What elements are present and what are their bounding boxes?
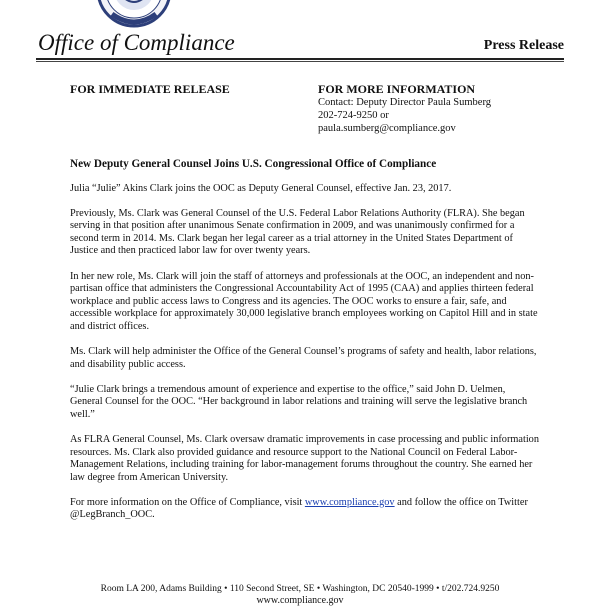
press-release-label: Press Release [483,38,564,53]
footer [0,583,600,607]
paragraph-new-role: In her new role, Ms. Clark will join the staff of attorneys and professionals at the OOC, an independent and non-partisan office that administers the Congressional Accountability Act of 1995 (CAA) and applies thirteen federal workplace and public access laws to Congress and its agencies. The OOC works to ensure a fair, safe, and accessible workplace for approximately 30,000 legislative branch employees working on Capitol Hill and in state and district offices. [70,270,538,332]
paragraph-background: Previously, Ms. Clark was General Counsel of the U.S. Federal Labor Relations Authority (FLRA). She began serving in that position after unanimous Senate confirmation in 2009, and was unanimously confirmed for a second term in 2014. Ms. Clark began her legal career as a trial attorney in the United States Department of Justice and then practiced labor law for over twenty years. [70,207,525,257]
office-masthead: Office of Compliance [38,30,235,55]
compliance-website-link[interactable]: www.compliance.gov [304,496,395,508]
contact-person: Contact: Deputy Director Paula Sumberg [318,97,492,108]
paragraph-more-info [70,497,540,522]
paragraph-responsibilities: Ms. Clark will help administer the Office of the General Counsel’s programs of safety and health, labor relations, and disability public access. [70,346,537,370]
contact-heading: FOR MORE INFORMATION [318,82,476,96]
contact-block [318,82,491,135]
paragraph-intro: Julia “Julie” Akins Clark joins the OOC as Deputy General Counsel, effective Jan. 23, 2017. [70,182,452,194]
contact-phone: 202-724-9250 or [318,110,389,121]
paragraph-flra-record: As FLRA General Counsel, Ms. Clark oversaw dramatic improvements in case processing and public information resources. Ms. Clark also provided guidance and resource support to the National Council on Federal Labor-Management Relations, including training for labor-management forums throughout the country. She earned her law degree from American University. [70,434,539,483]
footer-website: www.compliance.gov [256,595,344,606]
congress-seal-logo [96,0,172,28]
header-rule [36,58,564,60]
paragraph-quote: “Julie Clark brings a tremendous amount of experience and expertise to the office,” said John D. Uelmen, General Counsel for the OOC. “Her background in labor relations and training will serve the legislative branch well.” [70,383,528,420]
article-headline: New Deputy General Counsel Joins U.S. Congressional Office of Compliance [70,158,437,170]
more-info-text-after: and follow the office on Twitter @LegBranch_OOC. [70,496,528,521]
header-rule-thin [36,61,564,62]
immediate-release-label: FOR IMMEDIATE RELEASE [70,82,230,96]
footer-address: Room LA 200, Adams Building • 110 Second Street, SE • Washington, DC 20540-1999 • t/202.724.9250 [100,584,500,594]
more-info-text: For more information on the Office of Compliance, visit [70,496,305,508]
article-body [70,158,540,535]
contact-email: paula.sumberg@compliance.gov [318,123,456,134]
